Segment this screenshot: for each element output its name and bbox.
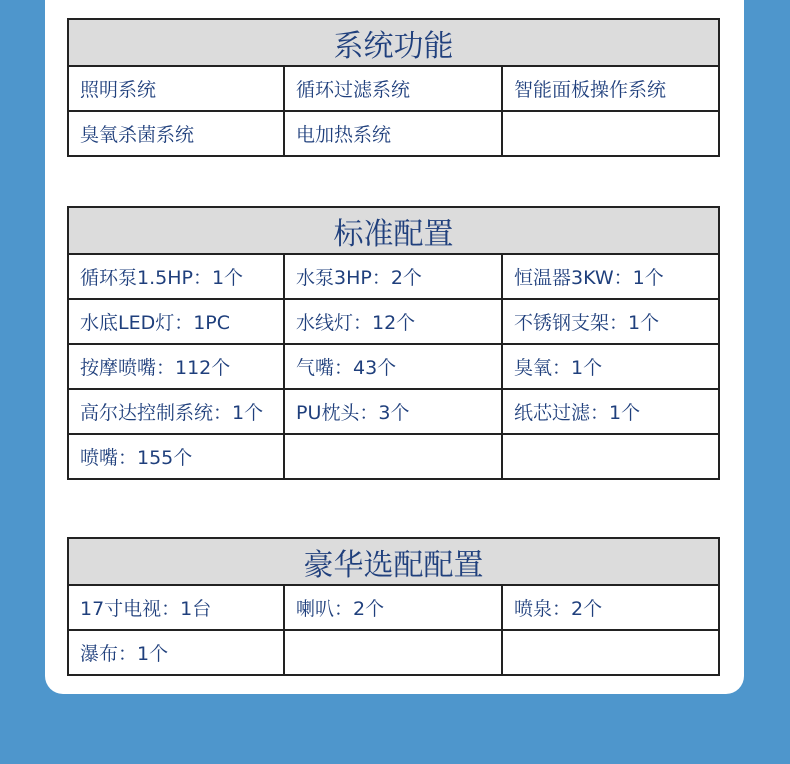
table-cell: PU枕头：3个 [284, 389, 502, 434]
section-title: 豪华选配配置 [68, 538, 719, 585]
table-cell: 臭氧杀菌系统 [68, 111, 284, 156]
table-cell: 纸芯过滤：1个 [502, 389, 719, 434]
table-cell: 循环泵1.5HP：1个 [68, 254, 284, 299]
table-cell: 17寸电视：1台 [68, 585, 284, 630]
table-row [68, 389, 719, 434]
table-cell: 恒温器3KW：1个 [502, 254, 719, 299]
table-cell: 瀑布：1个 [68, 630, 284, 675]
table-row [68, 344, 719, 389]
table-cell: 照明系统 [68, 66, 284, 111]
table-cell: 水泵3HP：2个 [284, 254, 502, 299]
section-title: 系统功能 [68, 19, 719, 66]
table-cell [502, 630, 719, 675]
table-cell: 臭氧：1个 [502, 344, 719, 389]
standard-config-table [67, 206, 720, 480]
table-cell [284, 434, 502, 479]
table-row [68, 66, 719, 111]
table-cell [284, 630, 502, 675]
table-row [68, 299, 719, 344]
system-functions-table [67, 18, 720, 157]
table-row [68, 585, 719, 630]
table-cell: 电加热系统 [284, 111, 502, 156]
table-cell: 循环过滤系统 [284, 66, 502, 111]
table-row [68, 434, 719, 479]
table-cell: 水底LED灯：1PC [68, 299, 284, 344]
table-cell: 喷泉：2个 [502, 585, 719, 630]
table-cell: 喇叭：2个 [284, 585, 502, 630]
table-row [68, 111, 719, 156]
table-row [68, 254, 719, 299]
table-cell: 不锈钢支架：1个 [502, 299, 719, 344]
table-cell [502, 434, 719, 479]
table-row [68, 630, 719, 675]
table-cell: 气嘴：43个 [284, 344, 502, 389]
table-cell: 水线灯：12个 [284, 299, 502, 344]
table-cell: 智能面板操作系统 [502, 66, 719, 111]
table-cell [502, 111, 719, 156]
section-title: 标准配置 [68, 207, 719, 254]
table-cell: 按摩喷嘴：112个 [68, 344, 284, 389]
table-cell: 高尔达控制系统：1个 [68, 389, 284, 434]
luxury-options-table [67, 537, 720, 676]
table-cell: 喷嘴：155个 [68, 434, 284, 479]
